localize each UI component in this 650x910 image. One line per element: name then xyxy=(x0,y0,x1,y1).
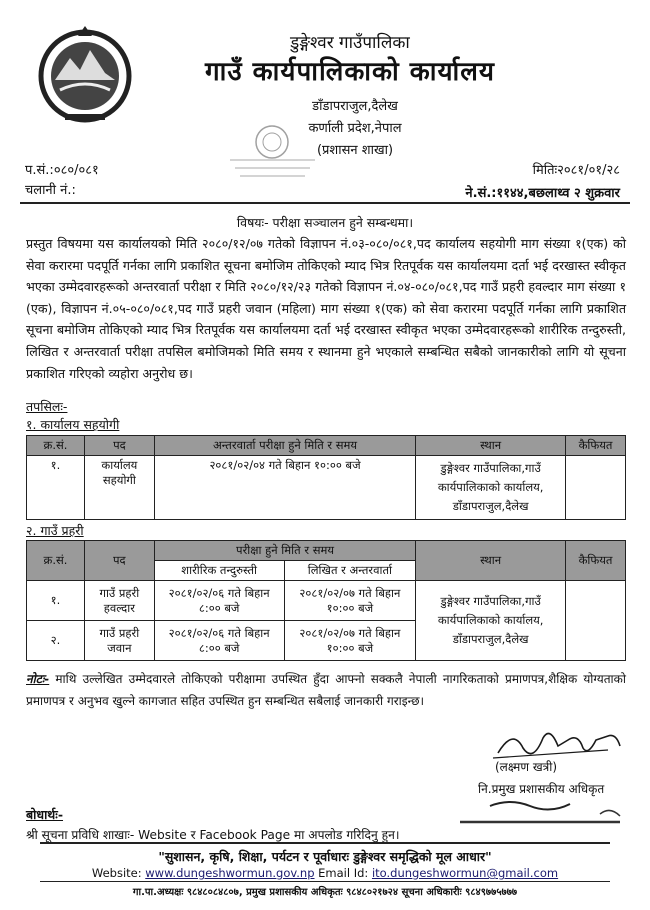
table-row xyxy=(27,581,626,621)
cell-post: गाउँ प्रहरी जवान xyxy=(84,621,154,661)
chalani-number: चलानी नं.: xyxy=(25,183,76,198)
email-label: Email Id: xyxy=(314,866,372,880)
cell-written: २०८१/०२/०७ गते बिहान १०:०० बजे xyxy=(284,621,416,661)
footer-divider-2 xyxy=(40,881,610,882)
signatory-name: (लक्ष्मण खत्री) xyxy=(495,760,558,774)
cell-remarks xyxy=(566,581,626,661)
table-header-row xyxy=(27,436,626,456)
col-remarks: कैफियत xyxy=(566,541,626,581)
signatory-post: नि.प्रमुख प्रशासकीय अधिकृत xyxy=(478,782,605,796)
nepal-samvat-date: ने.सं.:११४४,बछलाथ्व २ शुक्रवार xyxy=(465,186,620,201)
cell-sn: १. xyxy=(27,456,85,520)
cell-place: डुङ्गेश्वर गाउँपालिका,गाउँ कार्यपालिकाको कार्यालय, डाँडापराजुल,दैलेख xyxy=(416,581,566,661)
branch-name: (प्रशासन शाखा) xyxy=(316,143,394,158)
cell-sn: १. xyxy=(27,581,85,621)
bodharth-line: श्री सूचना प्रविधि शाखाः- Website र Facebook Page मा अपलोड गरिदिनु हुन। xyxy=(26,828,400,842)
note-label: नोटः- xyxy=(26,672,50,686)
cell-datetime: २०८१/०२/०४ गते बिहान १०:०० बजे xyxy=(154,456,415,520)
table-row xyxy=(27,456,626,520)
header-divider xyxy=(20,202,630,204)
cell-post: कार्यालय सहयोगी xyxy=(84,456,154,520)
note-paragraph xyxy=(26,668,626,712)
municipality-name: डुङ्गेश्वर गाउँपालिका xyxy=(290,33,410,53)
notice-body: प्रस्तुत विषयमा यस कार्यालयको मिति २०८०/१२/०७ गतेको विज्ञापन नं.०३-०८०/०८१,पद कार्यालय सहयोगी माग संख्या १(एक) को सेवा करारमा पदपूर्ति गर्नका लागि प्रकाशित सूचना बमोजिम तोकिएको म्याद भित्र रितपूर्वक यस कार्यालयमा दर्ता भई दरखास्त स्वीकृत भएका उम्मेदवारहरूको अन्तरवार्ता परीक्षा र मिति २०८०/१२/२३ गतेको विज्ञापन नं.०४-०८०/०८१,पद गाउँ प्रहरी हवल्दार माग संख्या १ (एक), विज्ञापन नं.०५-०८०/०८१,पद गाउँ प्रहरी जवान (महिला) माग संख्या १(एक) को सेवा करारमा पदपूर्ति गर्नका लागि प्रकाशित सूचना बमोजिम तोकिएको म्याद भित्र रितपूर्वक यस कार्यालयमा दर्ता भई दरखास्त स्वीकृत भएका उम्मेदवारहरूको शारीरिक तन्दुरुस्ती, लिखित र अन्तरवार्ता परीक्षा तपसिल बमोजिमको मिति समय र स्थानमा हुने भएकाले सम्बन्धित सबैको जानकारीको लागि यो सूचना प्रकाशित गरिएको व्यहोरा अनुरोध छ। xyxy=(26,236,626,381)
col-datetime: अन्तरवार्ता परीक्षा हुने मिति र समय xyxy=(154,436,415,456)
col-written: लिखित र अन्तरवार्ता xyxy=(284,561,416,581)
website-label: Website: xyxy=(91,866,146,880)
office-assistant-table xyxy=(26,435,626,520)
footer-web-line xyxy=(0,866,650,880)
col-exam-datetime: परीक्षा हुने मिति र समय xyxy=(154,541,416,561)
nepal-emblem-icon xyxy=(30,18,140,128)
cell-physical: २०८१/०२/०६ गते बिहान ८:०० बजे xyxy=(154,581,284,621)
col-post: पद xyxy=(84,541,154,581)
patra-sankhya: प.सं.:०८०/०८१ xyxy=(25,163,99,178)
signature-stamp-icon xyxy=(450,796,630,830)
handwritten-signature-icon xyxy=(488,718,628,763)
note-text: माथि उल्लेखित उम्मेदवारले तोकिएको परीक्षामा उपस्थित हुँदा आफ्नो सक्कलै नेपाली नागरिकताको प्रमाणपत्र,शैक्षिक योग्यताको प्रमाणपत्र र अनुभव खुल्ने कागजात सहित उपस्थित हुन सम्बन्धित सबैलाई जानकारी गराइन्छ। xyxy=(26,672,626,708)
bodharth-label: बोधार्थः- xyxy=(26,807,64,822)
website-link[interactable]: www.dungeshwormun.gov.np xyxy=(145,866,315,880)
address-line-2: कर्णाली प्रदेश,नेपाल xyxy=(308,121,402,136)
table-header-row xyxy=(27,541,626,561)
col-physical: शारीरिक तन्दुरुस्ती xyxy=(154,561,284,581)
office-name: गाउँ कार्यपालिकाको कार्यालय xyxy=(205,57,495,87)
col-remarks: कैफियत xyxy=(566,436,626,456)
cell-place: डुङ्गेश्वर गाउँपालिका,गाउँ कार्यपालिकाको कार्यालय, डाँडापराजुल,दैलेख xyxy=(416,456,566,520)
cell-sn: २. xyxy=(27,621,85,661)
footer-slogan: "सुशासन, कृषि, शिक्षा, पर्यटन र पूर्वाधारः डुङ्गेश्वर समृद्धिको मूल आधार" xyxy=(158,849,492,864)
section2-title: २. गाउँ प्रहरी xyxy=(26,523,84,538)
cell-written: २०८१/०२/०७ गते बिहान १०:०० बजे xyxy=(284,581,416,621)
col-place: स्थान xyxy=(416,436,566,456)
section1-title: १. कार्यालय सहयोगी xyxy=(26,417,120,432)
col-post: पद xyxy=(84,436,154,456)
footer-divider xyxy=(40,842,610,844)
footer-contact: गा.पा.अध्यक्षः ९८४८०८४८०७, प्रमुख प्रशासकीय अधिकृतः ९८४८०२१७२४ सूचना अधिकारीः ९८४९७७५७७७ xyxy=(132,887,518,898)
col-sn: क्र.सं. xyxy=(27,436,85,456)
cell-post: गाउँ प्रहरी हवल्दार xyxy=(84,581,154,621)
col-sn: क्र.सं. xyxy=(27,541,85,581)
subject-line: विषयः- परीक्षा सञ्चालन हुने सम्बन्धमा। xyxy=(236,215,414,230)
tapasil-heading: तपसिलः- xyxy=(26,399,68,414)
cell-remarks xyxy=(566,456,626,520)
office-stamp-icon xyxy=(225,120,320,180)
col-place: स्थान xyxy=(416,541,566,581)
cell-physical: २०८१/०२/०६ गते बिहान ८:०० बजे xyxy=(154,621,284,661)
email-link[interactable]: ito.dungeshwormun@gmail.com xyxy=(371,866,559,880)
address-line-1: डाँडापराजुल,दैलेख xyxy=(312,99,398,114)
notice-date: मितिः२०८१/०१/२८ xyxy=(532,163,620,178)
village-police-table xyxy=(26,540,626,661)
